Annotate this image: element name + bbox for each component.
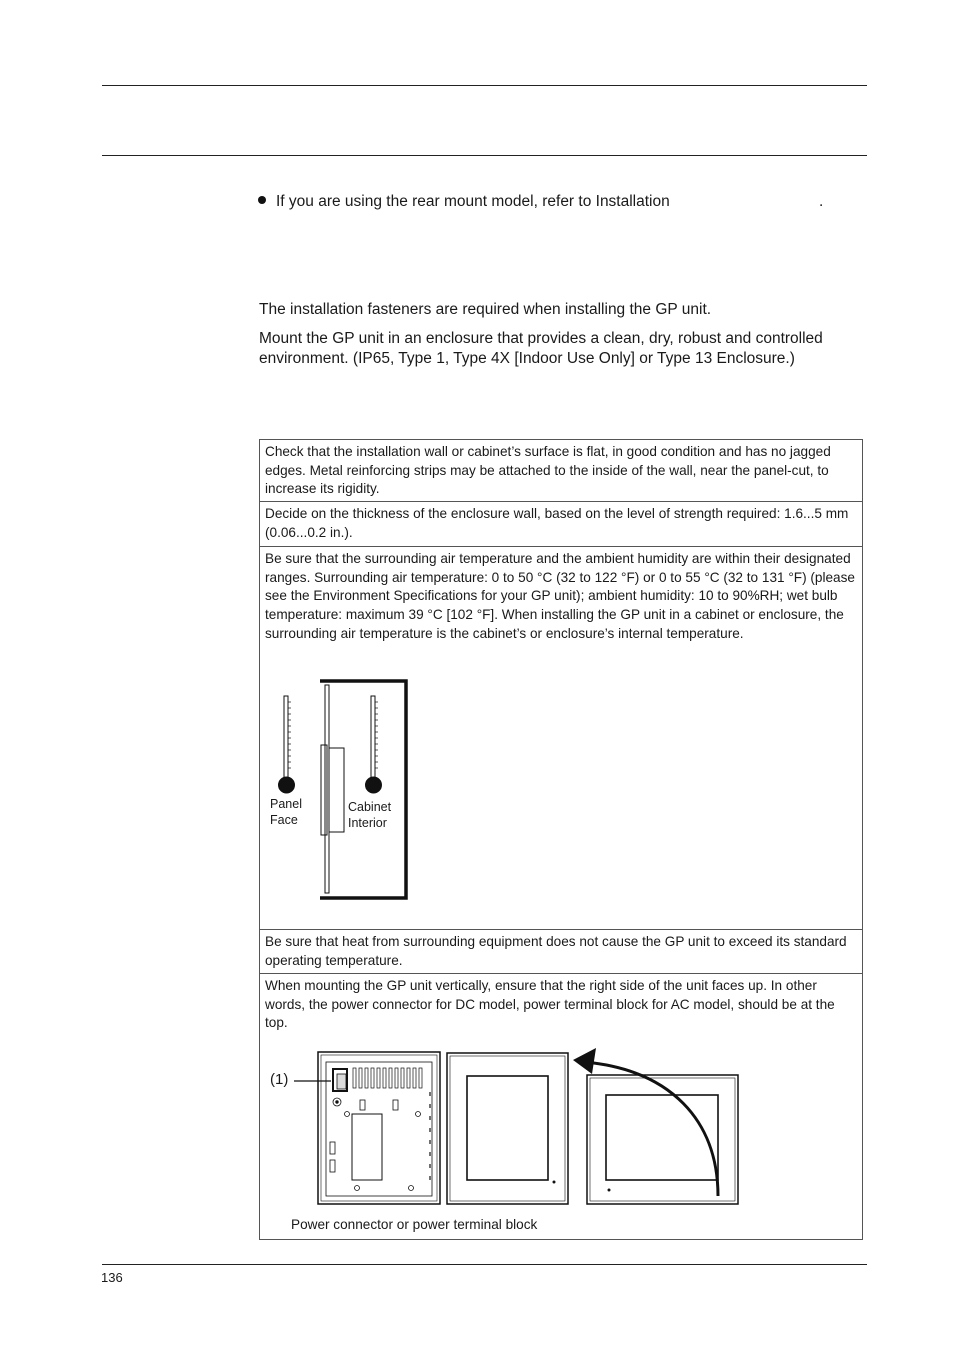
requirement-temperature-text: Be sure that the surrounding air temperature and the ambient humidity are within their designated ranges. Surrounding air temperature: 0 to 50 °C (32 to 122 °F) or 0 to 55 °C (32 to 131 °F) (please see the Environment Specifications for your GP unit); ambient humidity: 10 to 90%RH; wet bulb temperature: maximum 39 °C [102 °F]. When installing the GP unit in a cabinet or enclosure, the surrounding air temperature is the cabinet’s or enclosure’s internal temperature.: [265, 551, 855, 641]
unit-front-portrait: [447, 1053, 568, 1204]
enclosure-paragraph: Mount the GP unit in an enclosure that provides a clean, dry, robust and controlled environment. (IP65, Type 1, Type 4X [Indoor Use Only] or Type 13 Enclosure.): [259, 330, 823, 367]
requirement-heat-text: Be sure that heat from surrounding equipment does not cause the GP unit to exceed its standard operating temperature.: [265, 934, 847, 968]
panel-face-label-line2: Face: [270, 813, 298, 827]
cabinet-interior-label-line1: Cabinet: [348, 800, 392, 814]
orientation-caption: Power connector or power terminal block: [291, 1217, 538, 1232]
rotation-arrowhead: [573, 1048, 596, 1074]
footer-rule: [102, 1264, 867, 1265]
unit-rear-view: [318, 1052, 440, 1204]
cabinet-interior-label-line2: Interior: [348, 816, 387, 830]
rear-mount-bullet-text: If you are using the rear mount model, refer to Installation: [276, 193, 670, 210]
requirement-surface-text: Check that the installation wall or cabinet’s surface is flat, in good condition and has no jagged edges. Metal reinforcing strips may be attached to the inside of the wall, near the panel-cut, to increase its rigidity.: [265, 444, 831, 497]
fasteners-paragraph: The installation fasteners are required when installing the GP unit.: [259, 301, 712, 318]
callout-number: (1): [270, 1071, 289, 1088]
unit-front-landscape: [587, 1075, 738, 1204]
rear-mount-bullet-tail: .: [819, 193, 824, 210]
requirement-vertical-text: When mounting the GP unit vertically, ensure that the right side of the unit faces up. In other words, the power connector for DC model, power terminal block for AC model, should be at the top.: [265, 978, 835, 1031]
panel-face-label-line1: Panel: [270, 797, 302, 811]
requirement-thickness-text: Decide on the thickness of the enclosure wall, based on the level of strength required: 1.6...5 mm (0.06...0.2 in.).: [265, 506, 849, 540]
rotation-arrow: [585, 1062, 718, 1196]
page-number: 136: [101, 1270, 123, 1285]
